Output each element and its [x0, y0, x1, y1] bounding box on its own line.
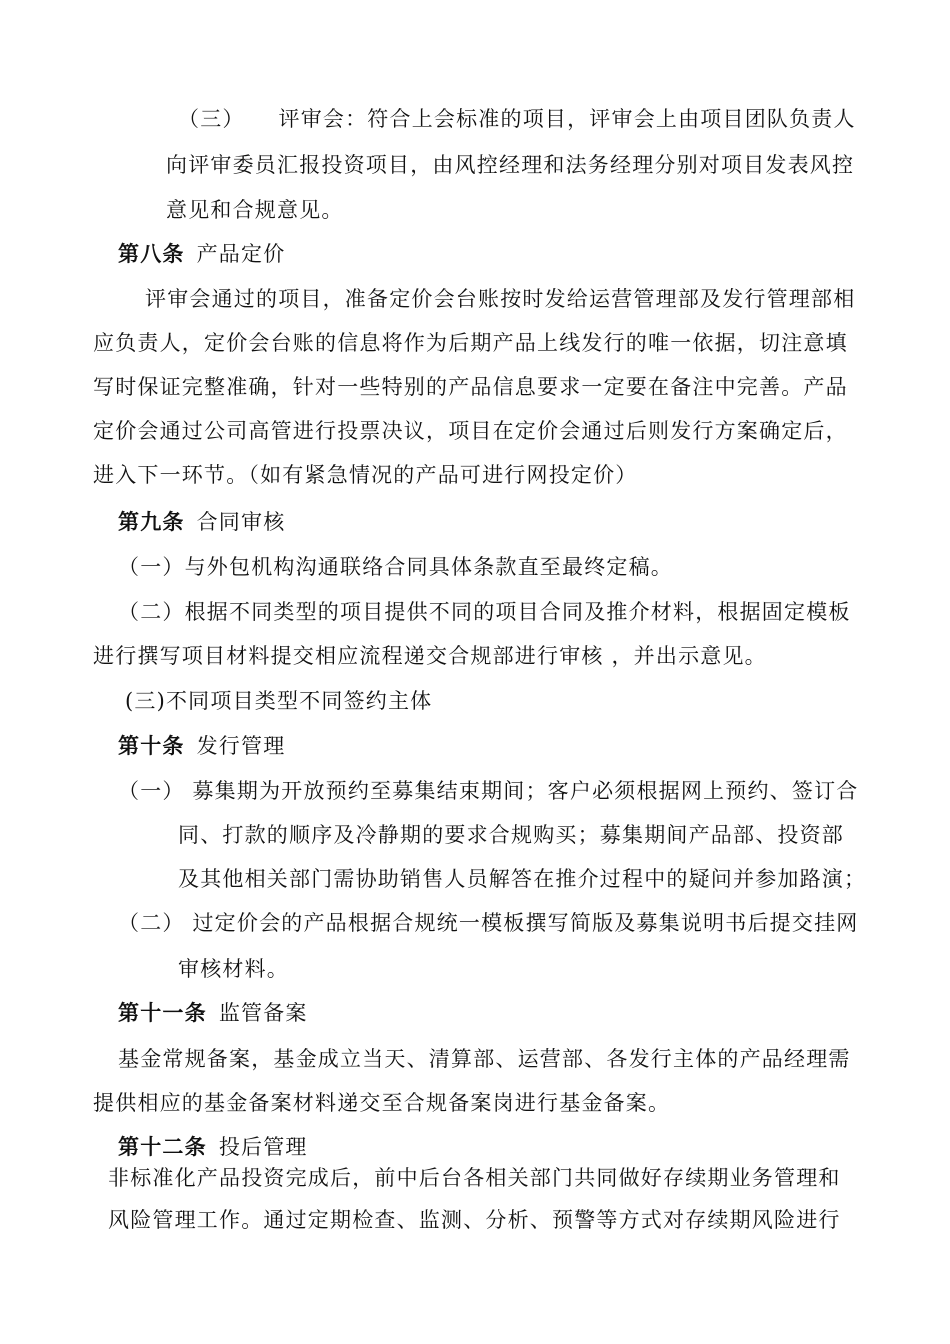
- para-review-line-3: 意见和合规意见。: [166, 198, 344, 222]
- para-contract-line-2: （二）根据不同类型的项目提供不同的项目合同及推介材料，根据固定模板: [118, 600, 851, 624]
- para-pricing-line-1: 评审会通过的项目，准备定价会台账按时发给运营管理部及发行管理部相: [145, 287, 856, 311]
- para-issuance-line-3: 及其他相关部门需协助销售人员解答在推介过程中的疑问并参加路演；: [178, 867, 867, 891]
- article-title: 合同审核: [196, 510, 286, 534]
- para-issuance-line-1: （一） 募集期为开放预约至募集结束期间；客户必须根据网上预约、签订合: [118, 779, 859, 803]
- para-issuance-line-5: 审核材料。: [178, 957, 289, 981]
- article-number: 第十条: [118, 733, 185, 758]
- article-title: 监管备案: [218, 1001, 308, 1025]
- article-11-heading: [118, 998, 308, 1028]
- article-title: 产品定价: [196, 242, 286, 266]
- article-8-heading: [118, 239, 285, 269]
- para-pricing-line-3: 写时保证完整准确，针对一些特别的产品信息要求一定要在备注中完善。产品: [93, 375, 848, 399]
- para-postinvest-line-2: 风险管理工作。通过定期检查、监测、分析、预警等方式对存续期风险进行: [108, 1208, 841, 1232]
- article-number: 第九条: [118, 509, 185, 534]
- article-title: 发行管理: [196, 734, 286, 758]
- para-contract-line-3: 进行撰写项目材料提交相应流程递交合规部进行审核 ，并出示意见。: [93, 644, 767, 668]
- para-pricing-line-5: 进入下一环节。（如有紧急情况的产品可进行网投定价）: [93, 463, 638, 487]
- para-contract-line-4: (三)不同项目类型不同签约主体: [125, 689, 433, 713]
- para-filing-line-1: 基金常规备案，基金成立当天、清算部、运营部、各发行主体的产品经理需: [118, 1047, 851, 1071]
- para-issuance-line-2: 同、打款的顺序及冷静期的要求合规购买；募集期间产品部、投资部: [178, 823, 844, 847]
- article-12-heading: [118, 1132, 308, 1162]
- article-number: 第十二条: [118, 1134, 207, 1159]
- para-issuance-line-4: （二） 过定价会的产品根据合规统一模板撰写简版及募集说明书后提交挂网: [118, 911, 859, 935]
- para-review-line-2: 向评审委员汇报投资项目，由风控经理和法务经理分别对项目发表风控: [166, 153, 855, 177]
- para-pricing-line-4: 定价会通过公司高管进行投票决议，项目在定价会通过后则发行方案确定后，: [93, 419, 848, 443]
- article-10-heading: [118, 731, 285, 761]
- article-title: 投后管理: [218, 1135, 308, 1159]
- para-pricing-line-2: 应负责人，定价会台账的信息将作为后期产品上线发行的唯一依据，切注意填: [93, 331, 848, 355]
- para-review-line-1: （三） 评审会：符合上会标准的项目，评审会上由项目团队负责人: [178, 107, 856, 131]
- para-contract-line-1: （一）与外包机构沟通联络合同具体条款直至最终定稿。: [118, 555, 673, 579]
- para-postinvest-line-1: 非标准化产品投资完成后，前中后台各相关部门共同做好存续期业务管理和: [108, 1166, 841, 1190]
- para-filing-line-2: 提供相应的基金备案材料递交至合规备案岗进行基金备案。: [93, 1091, 671, 1115]
- article-number: 第十一条: [118, 1000, 207, 1025]
- article-9-heading: [118, 507, 285, 537]
- article-number: 第八条: [118, 241, 185, 266]
